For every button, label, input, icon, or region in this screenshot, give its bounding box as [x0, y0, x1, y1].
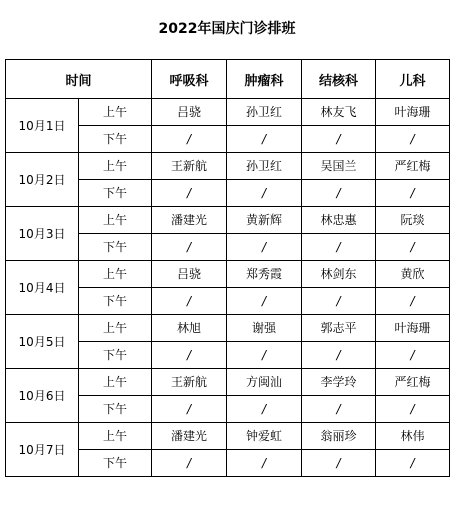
doctor-cell-empty: / — [227, 234, 302, 261]
doctor-cell: 吕骁 — [152, 261, 227, 288]
schedule-body — [6, 99, 450, 477]
session-label-pm: 下午 — [79, 342, 152, 369]
session-label-pm: 下午 — [79, 126, 152, 153]
header-oncology: 肿瘤科 — [227, 60, 302, 99]
session-label-pm: 下午 — [79, 288, 152, 315]
table-row — [6, 369, 450, 396]
session-label-pm: 下午 — [79, 450, 152, 477]
doctor-cell-empty: / — [302, 126, 376, 153]
session-label-am: 上午 — [79, 315, 152, 342]
date-cell: 10月6日 — [6, 369, 79, 423]
doctor-cell-empty: / — [152, 342, 227, 369]
doctor-cell-empty: / — [227, 396, 302, 423]
table-row — [6, 261, 450, 288]
doctor-cell: 翁丽珍 — [302, 423, 376, 450]
doctor-cell-empty: / — [152, 234, 227, 261]
date-cell: 10月4日 — [6, 261, 79, 315]
date-cell: 10月3日 — [6, 207, 79, 261]
doctor-cell: 林剑东 — [302, 261, 376, 288]
doctor-cell-empty: / — [227, 126, 302, 153]
table-row — [6, 207, 450, 234]
doctor-cell: 黄欣 — [376, 261, 450, 288]
doctor-cell: 郑秀霞 — [227, 261, 302, 288]
doctor-cell: 孙卫红 — [227, 99, 302, 126]
header-row — [6, 60, 450, 99]
session-label-am: 上午 — [79, 153, 152, 180]
doctor-cell: 阮琰 — [376, 207, 450, 234]
doctor-cell-empty: / — [376, 342, 450, 369]
doctor-cell-empty: / — [227, 288, 302, 315]
doctor-cell-empty: / — [376, 180, 450, 207]
session-label-am: 上午 — [79, 423, 152, 450]
doctor-cell-empty: / — [152, 450, 227, 477]
doctor-cell-empty: / — [302, 288, 376, 315]
doctor-cell: 李学玲 — [302, 369, 376, 396]
session-label-am: 上午 — [79, 261, 152, 288]
doctor-cell: 吕骁 — [152, 99, 227, 126]
page-title: 2022年国庆门诊排班 — [158, 21, 296, 37]
doctor-cell: 郭志平 — [302, 315, 376, 342]
doctor-cell: 叶海珊 — [376, 315, 450, 342]
doctor-cell: 潘建光 — [152, 207, 227, 234]
doctor-cell-empty: / — [376, 396, 450, 423]
table-row — [6, 315, 450, 342]
doctor-cell-empty: / — [152, 126, 227, 153]
header-pediatrics: 儿科 — [376, 60, 450, 99]
date-cell: 10月7日 — [6, 423, 79, 477]
doctor-cell-empty: / — [376, 450, 450, 477]
doctor-cell: 林友飞 — [302, 99, 376, 126]
doctor-cell-empty: / — [302, 342, 376, 369]
session-label-am: 上午 — [79, 369, 152, 396]
doctor-cell: 谢强 — [227, 315, 302, 342]
doctor-cell: 孙卫红 — [227, 153, 302, 180]
table-row — [6, 153, 450, 180]
doctor-cell: 林伟 — [376, 423, 450, 450]
doctor-cell-empty: / — [227, 180, 302, 207]
doctor-cell-empty: / — [227, 342, 302, 369]
doctor-cell: 林忠惠 — [302, 207, 376, 234]
doctor-cell: 方闽汕 — [227, 369, 302, 396]
doctor-cell-empty: / — [302, 180, 376, 207]
doctor-cell: 吴国兰 — [302, 153, 376, 180]
schedule-table — [5, 59, 450, 477]
session-label-pm: 下午 — [79, 396, 152, 423]
doctor-cell-empty: / — [376, 234, 450, 261]
session-label-am: 上午 — [79, 99, 152, 126]
table-row — [6, 423, 450, 450]
doctor-cell-empty: / — [302, 396, 376, 423]
doctor-cell-empty: / — [302, 450, 376, 477]
doctor-cell-empty: / — [152, 180, 227, 207]
header-respiratory: 呼吸科 — [152, 60, 227, 99]
header-time: 时间 — [6, 60, 152, 99]
doctor-cell: 叶海珊 — [376, 99, 450, 126]
date-cell: 10月5日 — [6, 315, 79, 369]
table-row — [6, 99, 450, 126]
doctor-cell: 王新航 — [152, 153, 227, 180]
doctor-cell: 潘建光 — [152, 423, 227, 450]
doctor-cell: 林旭 — [152, 315, 227, 342]
doctor-cell-empty: / — [152, 396, 227, 423]
doctor-cell-empty: / — [376, 126, 450, 153]
date-cell: 10月1日 — [6, 99, 79, 153]
doctor-cell: 黄新辉 — [227, 207, 302, 234]
session-label-pm: 下午 — [79, 180, 152, 207]
session-label-pm: 下午 — [79, 234, 152, 261]
doctor-cell-empty: / — [302, 234, 376, 261]
header-tuberculosis: 结核科 — [302, 60, 376, 99]
doctor-cell-empty: / — [152, 288, 227, 315]
doctor-cell-empty: / — [227, 450, 302, 477]
doctor-cell: 钟爱虹 — [227, 423, 302, 450]
date-cell: 10月2日 — [6, 153, 79, 207]
doctor-cell: 严红梅 — [376, 153, 450, 180]
doctor-cell-empty: / — [376, 288, 450, 315]
doctor-cell: 王新航 — [152, 369, 227, 396]
session-label-am: 上午 — [79, 207, 152, 234]
doctor-cell: 严红梅 — [376, 369, 450, 396]
